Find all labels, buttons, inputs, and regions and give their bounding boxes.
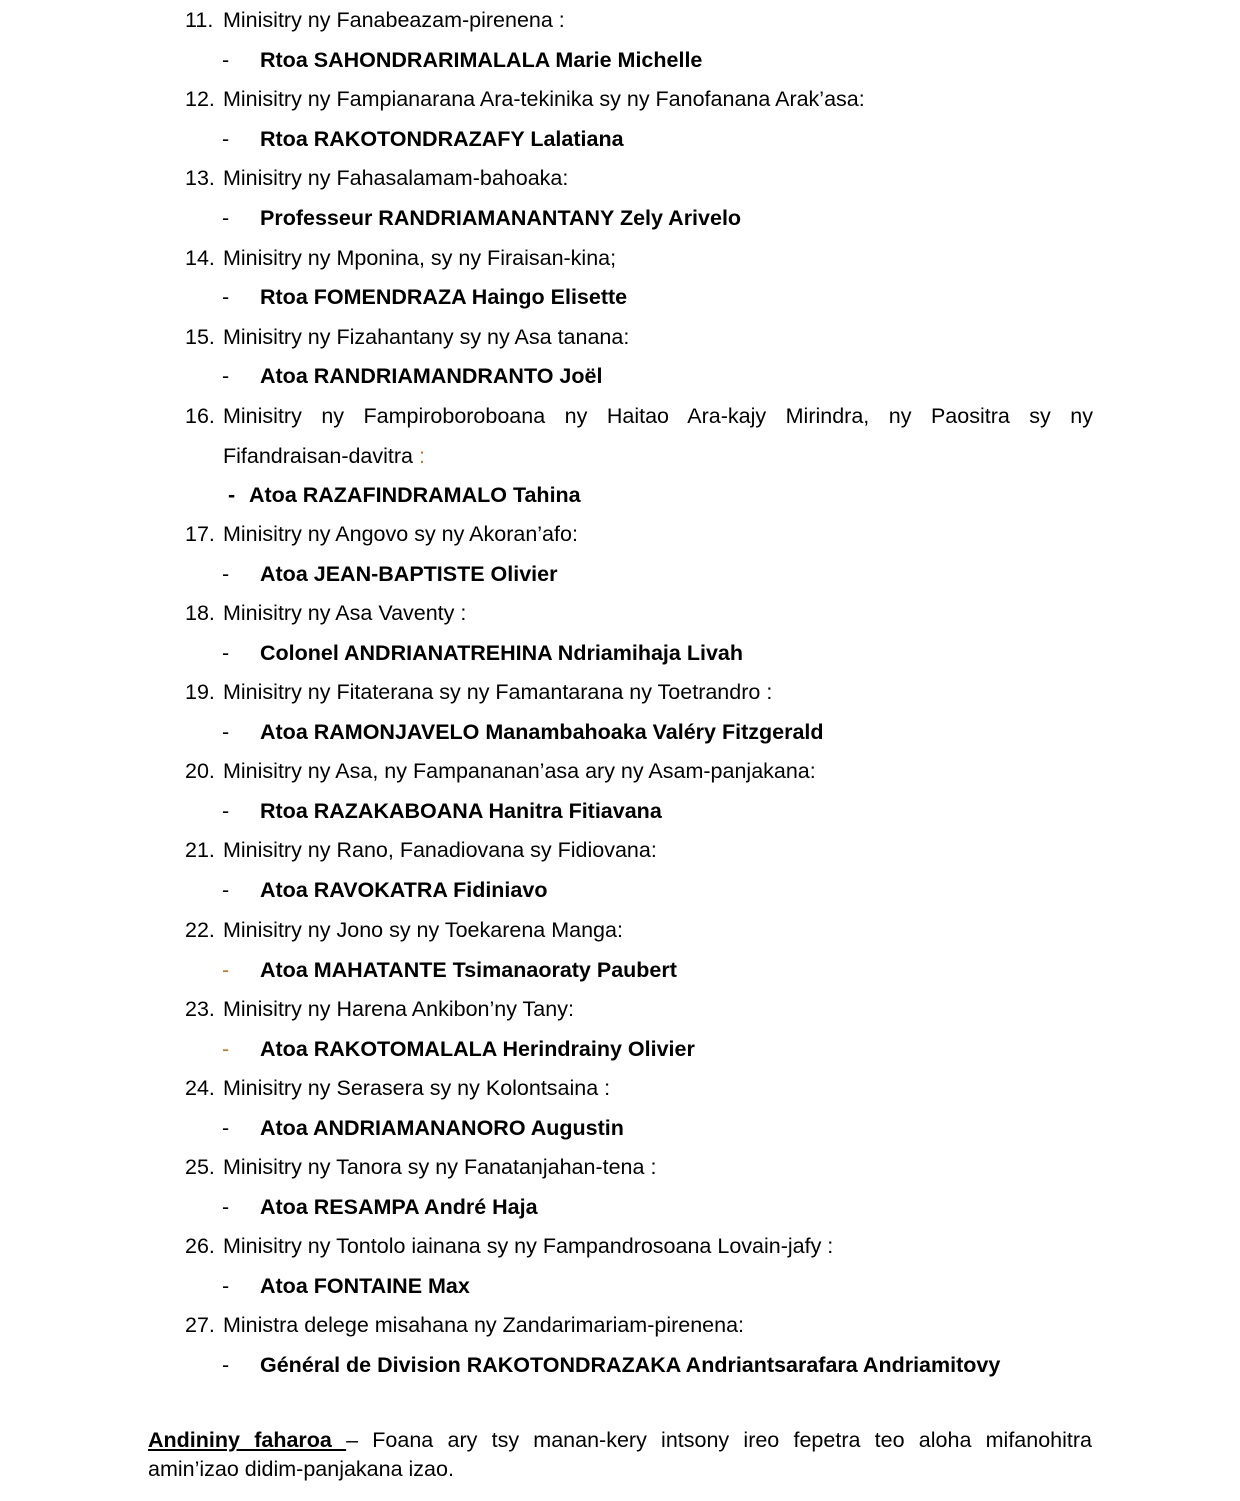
ministry-title-continued: Fifandraisan-davitra [223, 443, 414, 468]
minister-name: Atoa MAHATANTE Tsimanaoraty Paubert [260, 958, 677, 982]
minister-name: Atoa RAZAFINDRAMALO Tahina [249, 483, 581, 507]
minister-name: Rtoa SAHONDRARIMALALA Marie Michelle [260, 48, 703, 72]
dash-bullet: - [222, 878, 230, 902]
minister-name: Atoa RANDRIAMANDRANTO Joël [260, 364, 603, 388]
ministry-title: Minisitry ny Serasera sy ny Kolontsaina : [223, 1076, 611, 1100]
minister-name: Atoa RAVOKATRA Fidiniavo [260, 878, 548, 902]
article-heading: Andininy faharoa [148, 1428, 347, 1452]
ministry-title: Minisitry ny Mponina, sy ny Firaisan-kina; [223, 246, 617, 270]
minister-line [222, 1188, 538, 1228]
ministry-title-line2 [185, 437, 1093, 477]
item-number: 17. [185, 522, 215, 546]
minister-line [228, 476, 581, 516]
closing-text: – Foana ary tsy manan-kery intsony ireo fepetra teo aloha mifanohitra [346, 1428, 1092, 1452]
ministry-line [185, 239, 1093, 279]
ministry-line [185, 752, 1093, 792]
minister-line [222, 713, 824, 753]
dash-bullet: - [222, 48, 230, 72]
minister-line [222, 871, 547, 911]
minister-line [222, 1109, 624, 1149]
ministry-title: Minisitry ny Harena Ankibon’ny Tany: [223, 997, 574, 1021]
minister-line [222, 1346, 1000, 1386]
ministry-title: Minisitry ny Fahasalamam-bahoaka: [223, 166, 569, 190]
item-number: 27. [185, 1313, 215, 1337]
ministry-line [185, 159, 1093, 199]
ministry-line [185, 1, 1093, 41]
colon-mark: : [419, 443, 425, 468]
item-number: 22. [185, 918, 215, 942]
minister-name: Général de Division RAKOTONDRAZAKA Andriantsarafara Andriamitovy [260, 1353, 1001, 1377]
minister-name: Atoa RESAMPA André Haja [260, 1195, 538, 1219]
minister-line [222, 120, 624, 160]
minister-name: Rtoa RAZAKABOANA Hanitra Fitiavana [260, 799, 662, 823]
item-number: 21. [185, 838, 215, 862]
minister-name: Atoa RAKOTOMALALA Herindrainy Olivier [260, 1037, 695, 1061]
dash-bullet: - [222, 127, 230, 151]
dash-bullet: - [222, 1116, 230, 1140]
item-number: 18. [185, 601, 215, 625]
ministry-title: Minisitry ny Angovo sy ny Akoran’afo: [223, 522, 578, 546]
ministry-title: Minisitry ny Asa, ny Fampananan’asa ary ny Asam-panjakana: [223, 759, 816, 783]
ministry-title: Minisitry ny Fitaterana sy ny Famantarana ny Toetrandro : [223, 680, 773, 704]
dash-bullet: - [222, 720, 230, 744]
dash-bullet: - [222, 641, 230, 665]
ministry-line [185, 1069, 1093, 1109]
ministry-title: Minisitry ny Asa Vaventy : [223, 601, 467, 625]
dash-bullet: - [222, 285, 230, 309]
minister-name: Atoa ANDRIAMANANORO Augustin [260, 1116, 624, 1140]
minister-line [222, 357, 602, 397]
minister-line [222, 41, 702, 81]
minister-line [222, 634, 743, 674]
dash-bullet: - [222, 1274, 230, 1298]
minister-name: Atoa JEAN-BAPTISTE Olivier [260, 562, 558, 586]
ministry-line [185, 990, 1093, 1030]
minister-name: Colonel ANDRIANATREHINA Ndriamihaja Livah [260, 641, 743, 665]
ministry-title: Minisitry ny Tontolo iainana sy ny Fampandrosoana Lovain-jafy : [223, 1234, 834, 1258]
dash-bullet: - [222, 562, 230, 586]
minister-name: Rtoa FOMENDRAZA Haingo Elisette [260, 285, 628, 309]
ministry-title: Minisitry ny Tanora sy ny Fanatanjahan-tena : [223, 1155, 657, 1179]
item-number: 11. [185, 8, 214, 32]
dash-bullet: - [222, 1353, 230, 1377]
dash-bullet: - [228, 483, 236, 507]
dash-bullet: - [222, 206, 230, 230]
item-number: 15. [185, 325, 215, 349]
minister-line [222, 792, 662, 832]
ministry-line [185, 911, 1093, 951]
ministry-line [185, 80, 1093, 120]
dash-bullet: - [222, 799, 230, 823]
closing-text-continued: amin’izao didim-panjakana izao. [148, 1457, 454, 1481]
ministry-line [185, 1306, 1093, 1346]
ministry-line [185, 831, 1093, 871]
item-number: 12. [185, 87, 215, 111]
minister-line [222, 199, 741, 239]
minister-name: Professeur RANDRIAMANANTANY Zely Arivelo [260, 206, 742, 230]
closing-paragraph [148, 1426, 1092, 1484]
ministry-title: Minisitry ny Jono sy ny Toekarena Manga: [223, 918, 623, 942]
minister-line [222, 278, 627, 318]
ministry-line [185, 515, 1093, 555]
ministry-line [185, 673, 1093, 713]
minister-name: Atoa RAMONJAVELO Manambahoaka Valéry Fitzgerald [260, 720, 824, 744]
minister-name: Atoa FONTAINE Max [260, 1274, 470, 1298]
ministry-title: Minisitry ny Fampiroboroboana ny Haitao Ara-kajy Mirindra, ny Paositra sy ny [223, 404, 1093, 428]
minister-line [222, 555, 557, 595]
item-number: 19. [185, 680, 215, 704]
item-number: 23. [185, 997, 215, 1021]
item-number: 16. [185, 404, 215, 428]
ministry-title: Ministra delege misahana ny Zandarimariam-pirenena: [223, 1313, 745, 1337]
item-number: 24. [185, 1076, 215, 1100]
closing-line1 [148, 1426, 1092, 1455]
ministry-line [185, 1148, 1093, 1188]
ministry-title: Minisitry ny Fizahantany sy ny Asa tanana: [223, 325, 630, 349]
item-number: 20. [185, 759, 215, 783]
dash-bullet: - [222, 958, 230, 982]
ministry-title-line1 [185, 397, 1093, 437]
ministry-line [185, 594, 1093, 634]
item-number: 25. [185, 1155, 215, 1179]
dash-bullet: - [222, 1037, 230, 1061]
minister-line [222, 1267, 470, 1307]
minister-line [222, 1030, 695, 1070]
dash-bullet: - [222, 364, 230, 388]
ministry-line [185, 1227, 1093, 1267]
ministry-title: Minisitry ny Rano, Fanadiovana sy Fidiovana: [223, 838, 657, 862]
ministry-line [185, 397, 1093, 476]
ministry-title: Minisitry ny Fanabeazam-pirenena : [223, 8, 565, 32]
minister-name: Rtoa RAKOTONDRAZAFY Lalatiana [260, 127, 624, 151]
item-number: 26. [185, 1234, 215, 1258]
item-number: 14. [185, 246, 215, 270]
item-number: 13. [185, 166, 215, 190]
ministry-title: Minisitry ny Fampianarana Ara-tekinika sy ny Fanofanana Arak’asa: [223, 87, 865, 111]
dash-bullet: - [222, 1195, 230, 1219]
minister-line [222, 951, 677, 991]
ministry-line [185, 318, 1093, 358]
